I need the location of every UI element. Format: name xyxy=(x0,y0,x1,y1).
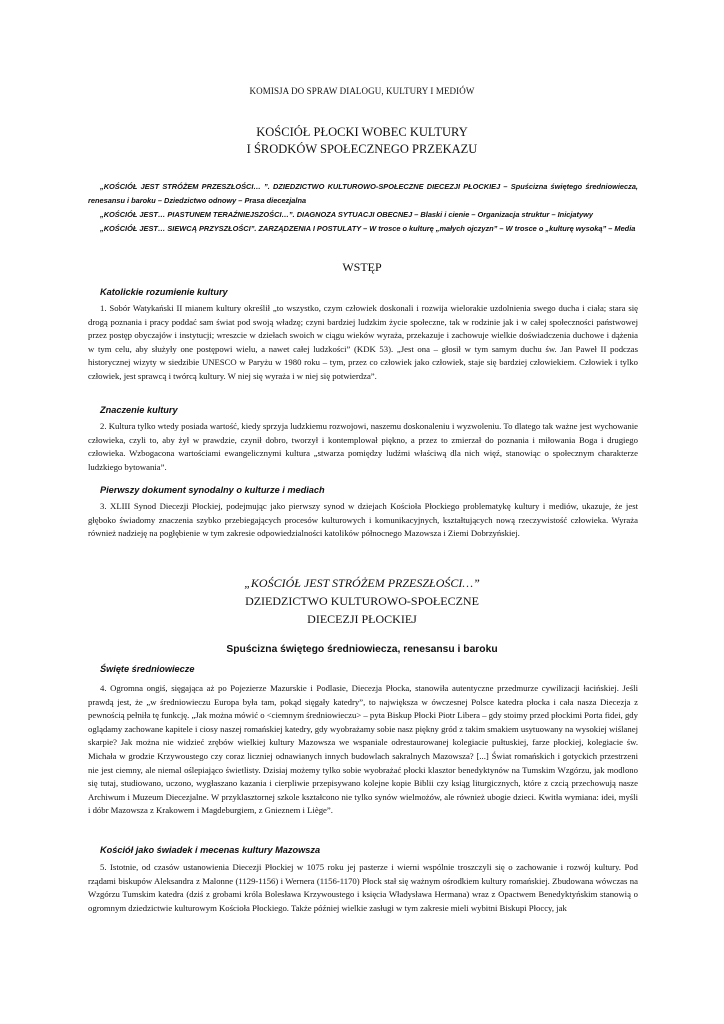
toc-entry-1-continued: renesansu i baroku – Dziedzictwo odnowy – Prasa diecezjalna xyxy=(88,196,307,205)
section-heading: Katolickie rozumienie kultury xyxy=(100,287,228,297)
paragraph: 3. XLIII Synod Diecezji Płockiej, podejmując jako pierwszy synod w dziejach Kościoła Płockiego problematykę kultury i mediów, ukazuje, że jest głęboko świadomy znaczenia szybko przebiegających procesów kulturowych i komunikacyjnych, kształtujących nową rzeczywistość człowieka. Wyraża również nadzieję na pogłębienie w tym zakresie odpowiedzialności katolików północnego Mazowsza i Ziemi Dobrzyńskiej. xyxy=(88,501,638,539)
document-title xyxy=(0,124,724,158)
toc-entry-2: „KOŚCIÓŁ JEST… PIASTUNEM TERAŹNIEJSZOŚCI…”. DIAGNOZA SYTUACJI OBECNEJ – Blaski i cienie – Organizacja struktur – Inicjatywy xyxy=(100,210,593,219)
section-heading: Święte średniowiecze xyxy=(100,664,195,674)
title-line-2: I ŚRODKÓW SPOŁECZNEGO PRZEKAZU xyxy=(246,142,478,156)
part-subtitle: Spuścizna świętego średniowiecza, renesansu i baroku xyxy=(226,644,498,655)
paragraph: 4. Ogromna ongiś, sięgająca aż po Pojezierze Mazurskie i Podlasie, Diecezja Płocka, stanowiła autentyczne przedmurze cywilizacji łacińskiej. Jeśli prawdą jest, że „w średniowieczu Europa była tam, pokąd sięgały katedry”, to największa w ówczesnej Polsce katedra płocka i cała nasza Diecezja z pewnością pełniła tę funkcję. „Jak można mówić o <ciemnym średniowieczu> – pyta Biskup Płocki Piotr Libera – gdy stoimy przed płockimi Porta fidei, gdy oglądamy zachowane kapitele i ciosy naszej romańskiej katedry, gdy wyobrażamy sobie nasz piękny gród z takim smakiem usytuowany na wysokiej wiślanej skarpie? Jak można nie widzieć zrębów wielkiej kultury Mazowsza we wspaniale odrestaurowanej kolegiacie pułtuskiej, farze płockiej, kolegiacie św. Michała w grodzie Krzywoustego czy coraz liczniej odnawianych innych budowlach sakralnych Mazowsza? [...] Świat romańskich i gotyckich przestrzeni nie jest ciemny, ale niemal oślepiająco świetlisty. Dzisiaj możemy tylko sobie wyobrażać płocki klasztor benedyktynów na Tumskim Wzgórzu, jak modlono się tutaj, studiowano, uczono, wygłaszano kazania i cierpliwie przepisywano kolejne kopie Biblii czy ksiąg liturgicznych, które z czcią przechowują nasze Archiwum i Muzeum Diecezjalne. W przyklasztornej szkole kształcono nie tylko synów wielmożów, ale również ubogie dzieci. Kwitła wymiana: idei, myśli i dóbr Mazowsza z Krakowem i Magdeburgiem, z Gnieznem i Liège”. xyxy=(88,683,638,816)
section-heading: Kościół jako świadek i mecenas kultury Mazowsza xyxy=(100,845,321,855)
paragraph: 5. Istotnie, od czasów ustanowienia Diecezji Płockiej w 1075 roku jej pasterze i wierni wspólnie troszczyli się o zachowanie i rozwój kultury. Pod rządami biskupów Aleksandra z Malonne (1129-1156) i Wernera (1156-1170) Płock stał się ważnym ośrodkiem kultury romańskiej. Zbudowana wówczas na Wzgórzu Tumskim katedra (dziś z grobami króla Bolesława Krzywoustego i księcia Władysława Hermana) wraz z Opactwem Benedyktyńskim stanowią o ogromnym dziedzictwie kulturowym Kościoła Płockiego. Także później wielkie zasługi w tym zakresie mieli wybitni Biskupi Płoccy, jak xyxy=(88,862,638,913)
title-line-1: KOŚCIÓŁ PŁOCKI WOBEC KULTURY xyxy=(256,125,468,139)
part-heading-line-1: „KOŚCIÓŁ JEST STRÓŻEM PRZESZŁOŚCI…” xyxy=(244,576,480,590)
commission-header: KOMISJA DO SPRAW DIALOGU, KULTURY I MEDIÓW xyxy=(249,86,475,96)
section-heading: Znaczenie kultury xyxy=(100,405,178,415)
toc-entry-1: „KOŚCIÓŁ JEST STRÓŻEM PRZESZŁOŚCI… ”. DZIEDZICTWO KULTUROWO-SPOŁECZNE DIECEZJI PŁOCKIEJ – Spuścizna świętego średniowiecza, xyxy=(100,182,638,191)
toc-entry-3: „KOŚCIÓŁ JEST… SIEWCĄ PRZYSZŁOŚCI”. ZARZĄDZENIA I POSTULATY – W trosce o kulturę „małych ojczyzn” – W trosce o „kulturę wysoką” – Media xyxy=(100,224,636,233)
paragraph: 2. Kultura tylko wtedy posiada wartość, kiedy sprzyja ludzkiemu rozwojowi, naszemu doskonaleniu i wyzwoleniu. To dlatego tak ważne jest wychowanie człowieka, czyli to, aby żył w prawdzie, czynił dobro, tworzył i kontemplował piękno, a przez to zmierzał do poznania i miłowania Boga i drugiego człowieka. Wzbogacona wartościami ewangelicznymi kultura „stwarza pomiędzy ludźmi właściwą dla nich więź, stanowiąc o społecznym charakterze ludzkiego bytowania”. xyxy=(88,421,638,472)
intro-heading: WSTĘP xyxy=(342,260,382,274)
table-of-contents xyxy=(88,180,638,236)
paragraph: 1. Sobór Watykański II mianem kultury określił „to wszystko, czym człowiek doskonali i rozwija wielorakie uzdolnienia swego ducha i ciała; stara się drogą poznania i pracy poddać sam świat pod swoją władzę; czyni bardziej ludzkim życie społeczne, tak w rodzinie jak i w całej społeczności państwowej przez postęp obyczajów i instytucji; wreszcie w dziełach swoich w ciągu wieków wyraża, przekazuje i zachowuje wielkie doświadczenia duchowe i dążenia w tym celu, aby służyły one postępowi wielu, a nawet całej ludzkości” (KDK 53). „Jest ona – głosił w tym samym duchu św. Jan Paweł II podczas historycznej wizyty w siedzibie UNESCO w Paryżu w 1980 roku – tym, przez co człowiek jako człowiek, staje się bardziej człowiekiem. Człowiek i tylko człowiek, jest sprawcą i twórcą kultury. W niej się wyraża i w niej się potwierdza”. xyxy=(88,303,638,381)
section-heading: Pierwszy dokument synodalny o kulturze i mediach xyxy=(100,485,325,495)
part-heading-line-3: DIECEZJI PŁOCKIEJ xyxy=(307,612,417,626)
part-heading-line-2: DZIEDZICTWO KULTUROWO-SPOŁECZNE xyxy=(245,594,479,608)
part-heading xyxy=(0,574,724,628)
